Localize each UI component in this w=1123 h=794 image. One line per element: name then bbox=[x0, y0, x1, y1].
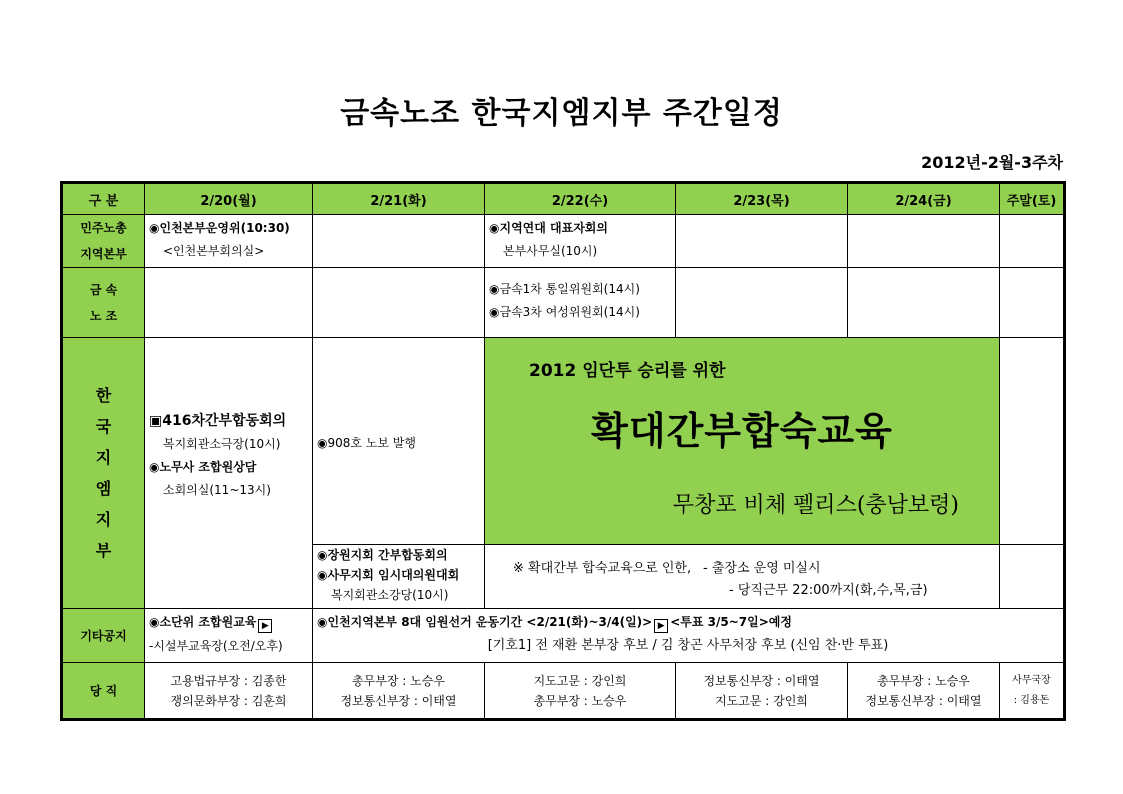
header-corner: 구 분 bbox=[62, 183, 145, 215]
cell-union-tue bbox=[313, 268, 485, 338]
schedule-table bbox=[60, 181, 1066, 721]
cell-regional-mon: ◉인천본부운영위(10:30) <인천본부회의실> bbox=[145, 215, 313, 268]
row-label-branch: 한 국 지 엠 지 부 bbox=[62, 338, 145, 609]
row-notice bbox=[62, 609, 1065, 663]
training-banner bbox=[485, 338, 1000, 545]
row-label-notice: 기타공지 bbox=[62, 609, 145, 663]
cell-branch-sat-bottom bbox=[1000, 545, 1065, 609]
banner-venue: 무창포 비체 펠리스(충남보령) bbox=[672, 493, 959, 518]
cell-regional-wed: ◉지역연대 대표자회의 본부사무실(10시) bbox=[485, 215, 676, 268]
row-branch-top bbox=[62, 338, 1065, 545]
cell-union-wed: ◉금속1차 통일위원회(14시) ◉금속3차 여성위원회(14시) bbox=[485, 268, 676, 338]
row-duty bbox=[62, 663, 1065, 720]
banner-subtitle: 2012 임단투 승리를 위한 bbox=[529, 361, 726, 381]
row-label-regional: 민주노총 지역본부 bbox=[62, 215, 145, 268]
cell-duty-fri: 총무부장 : 노승우 정보통신부장 : 이태열 bbox=[848, 663, 1000, 720]
header-day-sat: 주말(토) bbox=[1000, 183, 1065, 215]
header-day-thu: 2/23(목) bbox=[676, 183, 848, 215]
cell-union-mon bbox=[145, 268, 313, 338]
cell-branch-sat bbox=[1000, 338, 1065, 545]
cell-duty-tue: 총무부장 : 노승우 정보통신부장 : 이태열 bbox=[313, 663, 485, 720]
row-union bbox=[62, 268, 1065, 338]
row-label-union: 금 속 노 조 bbox=[62, 268, 145, 338]
banner-title: 확대간부합숙교육 bbox=[591, 409, 893, 453]
header-day-fri: 2/24(금) bbox=[848, 183, 1000, 215]
cell-duty-sat: 사무국장 : 김용돈 bbox=[1000, 663, 1065, 720]
cell-notice-mon: ◉소단위 조합원교육 ▶ -시설부교육장(오전/오후) bbox=[145, 609, 313, 663]
cell-duty-thu: 정보통신부장 : 이태열 지도고문 : 강인희 bbox=[676, 663, 848, 720]
header-day-wed: 2/22(수) bbox=[485, 183, 676, 215]
row-regional bbox=[62, 215, 1065, 268]
cell-branch-mon: ▣416차간부합동회의 복지회관소극장(10시) ◉노무사 조합원상담 소회의실(11~13시) bbox=[145, 338, 313, 609]
training-note bbox=[485, 545, 1000, 609]
arrow-right-icon: ▶ bbox=[258, 619, 272, 633]
row-label-duty: 당 직 bbox=[62, 663, 145, 720]
cell-duty-mon: 고용법규부장 : 김종한 쟁의문화부장 : 김훈희 bbox=[145, 663, 313, 720]
header-row bbox=[62, 183, 1065, 215]
note-line-1b: - 출장소 운영 미실시 bbox=[703, 561, 821, 576]
cell-notice-rest: ◉인천지역본부 8대 임원선거 운동기간 <2/21(화)~3/4(일)> ▶ <투표 3/5~7일>예정 [기호1] 전 재환 본부장 후보 / 김 창곤 사무처장 후보 (신임 찬·반 투표) bbox=[313, 609, 1065, 663]
cell-union-thu bbox=[676, 268, 848, 338]
note-line-1: ※ 확대간부 합숙교육으로 인한, bbox=[513, 561, 692, 576]
cell-branch-tue-top: ◉908호 노보 발행 bbox=[313, 338, 485, 545]
cell-union-sat bbox=[1000, 268, 1065, 338]
cell-regional-fri bbox=[848, 215, 1000, 268]
cell-duty-wed: 지도고문 : 강인희 총무부장 : 노승우 bbox=[485, 663, 676, 720]
week-label: 2012년-2월-3주차 bbox=[921, 153, 1063, 172]
header-day-mon: 2/20(월) bbox=[145, 183, 313, 215]
note-line-2: - 당직근무 22:00까지(화,수,목,금) bbox=[729, 583, 928, 598]
cell-union-fri bbox=[848, 268, 1000, 338]
cell-regional-tue bbox=[313, 215, 485, 268]
cell-regional-thu bbox=[676, 215, 848, 268]
cell-regional-sat bbox=[1000, 215, 1065, 268]
arrow-right-icon: ▶ bbox=[654, 619, 668, 633]
header-day-tue: 2/21(화) bbox=[313, 183, 485, 215]
page-title: 금속노조 한국지엠지부 주간일정 bbox=[340, 96, 783, 131]
cell-branch-tue-bottom: ◉장원지회 간부합동회의 ◉사무지회 임시대의원대회 복지회관소강당(10시) bbox=[313, 545, 485, 609]
